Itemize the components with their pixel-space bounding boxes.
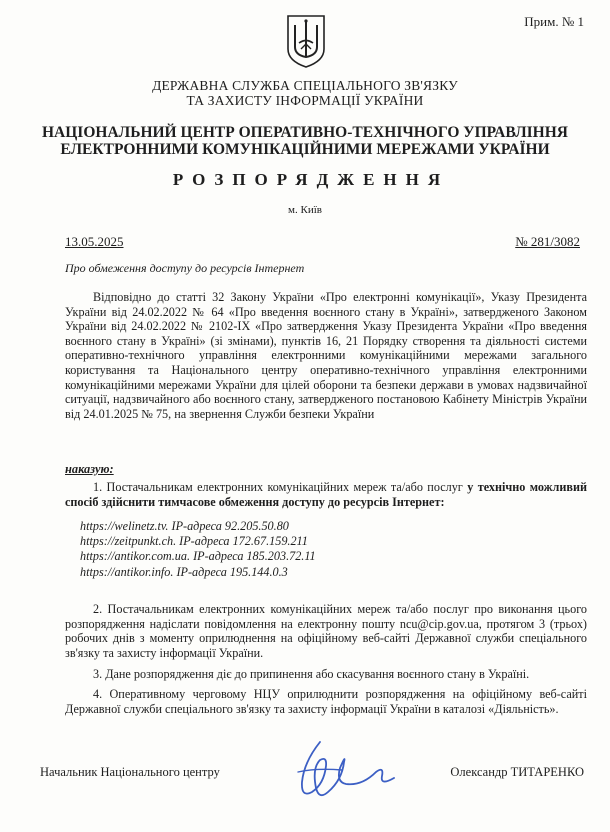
resource-item: https://antikor.info. IP-адреса 195.144.0.3 [80, 564, 288, 579]
agency-line-2: ТА ЗАХИСТУ ІНФОРМАЦІЇ УКРАЇНИ [186, 93, 424, 108]
orders-label: наказую: [65, 462, 114, 476]
signatory-title: Начальник Національного центру [40, 765, 220, 779]
annex-label: Прим. № 1 [524, 14, 584, 29]
item-4-paragraph: 4. Оперативному черговому НЦУ оприлюднити розпорядження на офіційному веб-сайті Державної служби спеціального зв'язку та захисту інформації України в каталозі «Діяльність». [65, 687, 587, 716]
signature-image [286, 732, 404, 804]
center-line-1: НАЦІОНАЛЬНИЙ ЦЕНТР ОПЕРАТИВНО-ТЕХНІЧНОГО УПРАВЛІННЯ [42, 124, 568, 141]
document-type: РОЗПОРЯДЖЕННЯ [172, 170, 450, 189]
item-3-paragraph: 3. Дане розпорядження діє до припинення або скасування воєнного стану в Україні. [93, 667, 530, 681]
blocked-resources-list [80, 519, 316, 580]
item-1-bold-text: у технічно можливий спосіб здійснити тимчасове обмеження доступу до ресурсів Інтернет: [65, 480, 588, 509]
resource-item: https://antikor.com.ua. IP-адреса 185.203.72.11 [80, 549, 316, 564]
center-name [0, 124, 610, 158]
agency-line-1: ДЕРЖАВНА СЛУЖБА СПЕЦІАЛЬНОГО ЗВ'ЯЗКУ [152, 78, 458, 93]
coat-of-arms-icon [285, 13, 327, 69]
city: м. Київ [288, 204, 322, 216]
center-line-2: ЕЛЕКТРОННИМИ КОМУНІКАЦІЙНИМИ МЕРЕЖАМИ УКРАЇНИ [60, 141, 550, 158]
document-number: № 281/3082 [515, 234, 580, 249]
item-1-paragraph [65, 480, 587, 509]
resource-item: https://welinetz.tv. IP-адреса 92.205.50.80 [80, 519, 289, 533]
document-subject: Про обмеження доступу до ресурсів Інтернет [65, 261, 305, 275]
document-date: 13.05.2025 [65, 234, 124, 249]
item-1-text: 1. Постачальникам електронних комунікаційних мереж та/або послуг [93, 480, 468, 494]
item-2-paragraph: 2. Постачальникам електронних комунікаційних мереж та/або послуг про виконання цього розпорядження надіслати повідомлення на електронну пошту ncu@cip.gov.ua, протягом 3 (трьох) робочих днів з моменту оприлюднення на офіційному веб-сайті Державної служби спеціального зв'язку та захисту інформації України. [65, 602, 587, 660]
signatory-name: Олександр ТИТАРЕНКО [450, 765, 584, 779]
resource-item: https://zeitpunkt.ch. IP-адреса 172.67.159.211 [80, 534, 308, 549]
agency-name [0, 78, 610, 108]
preamble-paragraph: Відповідно до статті 32 Закону України «Про електронні комунікації», Указу Президента України від 24.02.2022 № 64 «Про введення воєнного стану в Україні», затвердженого Законом України від 24.02.2022 № 2102-IX «Про затвердження Указу Президента України «Про введення воєнного стану в Україні» (зі змінами), пунктів 16, 21 Порядку створення та діяльності системи оперативно-технічного управління електронними комунікаційними мережами загального користування та Національного центру оперативно-технічного управління електронними комунікаційними мережами України для цілей оборони та безпеки держави в умовах надзвичайної ситуації, надзвичайного або воєнного стану, затвердженого постановою Кабінету Міністрів України від 24.01.2025 № 75, на звернення Служби безпеки України [65, 290, 587, 421]
